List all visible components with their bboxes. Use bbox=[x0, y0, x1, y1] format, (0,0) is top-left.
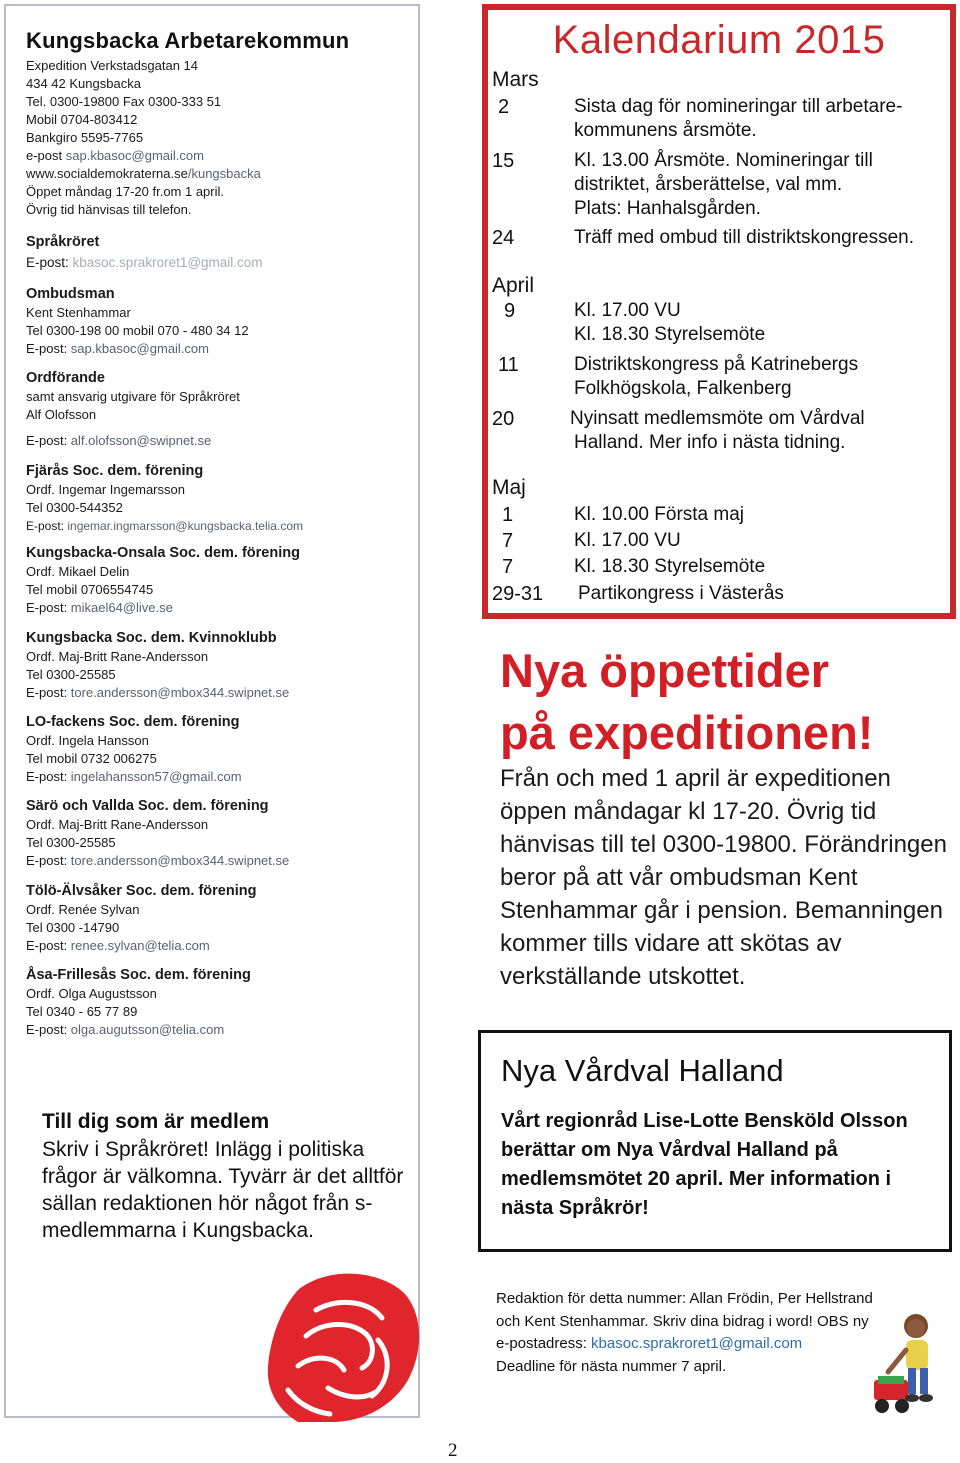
ordforande-email-link[interactable]: alf.olofsson@swipnet.se bbox=[70, 433, 212, 448]
org-email-link[interactable]: sap.kbasoc@gmail.com bbox=[65, 148, 204, 163]
club-fjaras bbox=[26, 462, 411, 535]
ombudsman-section bbox=[26, 285, 411, 358]
email-line bbox=[26, 852, 411, 870]
email-line bbox=[26, 937, 411, 955]
email-line bbox=[26, 768, 411, 786]
email-line bbox=[26, 1021, 411, 1039]
club-email-link[interactable]: tore.andersson@mbox344.swipnet.se bbox=[70, 685, 290, 700]
event-day: 7 bbox=[502, 556, 514, 578]
event-day: 24 bbox=[492, 227, 515, 249]
editorial-email-link[interactable]: kbasoc.sprakroret1@gmail.com bbox=[591, 1335, 803, 1352]
club-email-link[interactable]: renee.sylvan@telia.com bbox=[70, 938, 210, 953]
member-notice-title: Till dig som är medlem bbox=[42, 1110, 270, 1133]
hours-body: Från och med 1 april är expeditionen öppen måndagar kl 17-20. Övrig tid hänvisas till tel 0300-19800. Förändringen beror på att vår ombudsman Kent Stenhammar går i pension. Bemanningen kommer tills vidare att skötas av verkställande utskottet. bbox=[500, 765, 947, 990]
event-text-line: Halland. Mer info i nästa tidning. bbox=[574, 432, 846, 453]
event-day: 11 bbox=[498, 354, 519, 376]
event-text-line: Kl. 17.00 VU bbox=[574, 300, 681, 321]
email-line bbox=[26, 254, 411, 272]
calendar-title: Kalendarium 2015 bbox=[552, 18, 886, 62]
event-text: Kl. 17.00 VU bbox=[574, 530, 681, 551]
club-chair: Ordf. Renée Sylvan bbox=[26, 902, 140, 917]
ombudsman-name: Kent Stenhammar bbox=[26, 305, 131, 320]
rose-logo-icon bbox=[258, 1270, 424, 1422]
club-chair: Ordf. Ingemar Ingemarsson bbox=[26, 482, 185, 497]
club-email-link[interactable]: mikael64@live.se bbox=[70, 600, 173, 615]
event-text-line: Kl. 13.00 Årsmöte. Nomineringar till bbox=[574, 150, 873, 171]
web-link[interactable]: www.socialdemokraterna.se bbox=[26, 166, 188, 181]
club-phone: Tel mobil 0732 006275 bbox=[26, 751, 157, 766]
section-title: Ombudsman bbox=[26, 286, 115, 302]
org-other-ref: Övrig tid hänvisas till telefon. bbox=[26, 202, 192, 217]
email-label: E-post: bbox=[26, 255, 73, 270]
event-day: 2 bbox=[498, 96, 510, 118]
web-link-path[interactable]: /kungsbacka bbox=[187, 166, 261, 181]
ordforande-section bbox=[26, 369, 411, 450]
club-asa-frillesas bbox=[26, 966, 411, 1039]
ordforande-name: Alf Olofsson bbox=[26, 407, 97, 422]
ordforande-role: samt ansvarig utgivare för Språkröret bbox=[26, 389, 240, 404]
email-label: E-post: bbox=[26, 853, 71, 868]
club-phone: Tel 0300-544352 bbox=[26, 500, 123, 515]
page-number: 2 bbox=[448, 1440, 458, 1461]
event-day: 20 bbox=[492, 408, 515, 430]
event-text bbox=[570, 407, 944, 455]
email-line bbox=[26, 517, 411, 535]
member-notice-body: Skriv i Språkröret! Inlägg i politiska frågor är välkomna. Tyvärr är det alltför sällan redaktionen hör något från s-medlemmarna i Kungsbacka. bbox=[42, 1138, 404, 1242]
event-text-line: Folkhögskola, Falkenberg bbox=[574, 378, 792, 399]
email-label: E-post: bbox=[26, 769, 71, 784]
club-chair: Ordf. Mikael Delin bbox=[26, 564, 130, 579]
event-text: Träff med ombud till distriktskongressen. bbox=[574, 227, 915, 248]
club-title: Tölö-Älvsåker Soc. dem. förening bbox=[26, 883, 257, 899]
editorial-deadline: Deadline för nästa nummer 7 april. bbox=[496, 1357, 727, 1375]
org-phone-line: Tel. 0300-19800 Fax 0300-333 51 bbox=[26, 94, 222, 109]
ombudsman-phone: Tel 0300-198 00 mobil 070 - 480 34 12 bbox=[26, 323, 249, 338]
club-chair: Ordf. Maj-Britt Rane-Andersson bbox=[26, 817, 209, 832]
headline-line: på expeditionen! bbox=[500, 706, 874, 759]
club-email-link[interactable]: olga.augutsson@telia.com bbox=[70, 1022, 225, 1037]
email-label: E-post: bbox=[26, 433, 71, 448]
calendar-month: Mars bbox=[492, 68, 539, 91]
sprakroret-email-link[interactable]: kbasoc.sprakroret1@gmail.com bbox=[72, 255, 263, 270]
event-text bbox=[574, 299, 944, 347]
club-title: Åsa-Frillesås Soc. dem. förening bbox=[26, 967, 251, 983]
event-text-line: Plats: Hanhalsgården. bbox=[574, 198, 761, 219]
event-text-line: Nyinsatt medlemsmöte om Vårdval bbox=[570, 408, 865, 429]
club-chair: Ordf. Ingela Hansson bbox=[26, 733, 149, 748]
club-title: Fjärås Soc. dem. förening bbox=[26, 463, 204, 479]
club-title: Särö och Vallda Soc. dem. förening bbox=[26, 798, 269, 814]
event-text-line: Distriktskongress på Katrinebergs bbox=[574, 354, 859, 375]
club-email-link[interactable]: tore.andersson@mbox344.swipnet.se bbox=[70, 853, 290, 868]
event-text-line: Sista dag för nomineringar till arbetare- bbox=[574, 96, 903, 117]
club-title: Kungsbacka Soc. dem. Kvinnoklubb bbox=[26, 630, 277, 646]
event-text: Kl. 10.00 Första maj bbox=[574, 504, 745, 525]
event-text bbox=[574, 95, 944, 143]
email-line bbox=[26, 340, 411, 358]
email-label: e-post bbox=[26, 148, 66, 163]
club-chair: Ordf. Olga Augustsson bbox=[26, 986, 157, 1001]
club-phone: Tel 0300-25585 bbox=[26, 835, 116, 850]
club-kungsbacka-onsala bbox=[26, 544, 411, 617]
org-web-line bbox=[26, 165, 406, 183]
club-kvinnoklubb bbox=[26, 629, 411, 702]
section-title: Ordförande bbox=[26, 370, 105, 386]
calendar-box bbox=[482, 4, 956, 619]
club-chair: Ordf. Maj-Britt Rane-Andersson bbox=[26, 649, 209, 664]
email-label: E-post: bbox=[26, 519, 68, 533]
org-bankgiro-line: Bankgiro 5595-7765 bbox=[26, 130, 144, 145]
ombudsman-email-link[interactable]: sap.kbasoc@gmail.com bbox=[70, 341, 209, 356]
child-wagon-icon bbox=[872, 1310, 956, 1426]
event-day: 7 bbox=[502, 530, 514, 552]
club-saro-vallda bbox=[26, 797, 411, 870]
club-phone: Tel mobil 0706554745 bbox=[26, 582, 154, 597]
event-text bbox=[574, 353, 944, 401]
email-line bbox=[26, 599, 411, 617]
email-line bbox=[26, 684, 411, 702]
email-line bbox=[26, 432, 411, 450]
club-email-link[interactable]: ingemar.ingmarsson@kungsbacka.telia.com bbox=[67, 519, 303, 533]
calendar-month: Maj bbox=[492, 476, 526, 499]
email-label: E-post: bbox=[26, 1022, 71, 1037]
vardval-title: Nya Vårdval Halland bbox=[501, 1053, 784, 1088]
club-lo-fackens bbox=[26, 713, 411, 786]
event-day: 1 bbox=[502, 504, 514, 526]
vardval-box bbox=[478, 1030, 952, 1252]
calendar-month: April bbox=[492, 274, 535, 297]
editorial-note bbox=[496, 1288, 876, 1378]
club-title: LO-fackens Soc. dem. förening bbox=[26, 714, 240, 730]
event-day: 9 bbox=[504, 300, 516, 322]
editorial-text: Redaktion för detta nummer: Allan Frödin, Per Hellstrand och Kent Stenhammar. Skriv dina bidrag i word! OBS ny e-postadress: bbox=[496, 1290, 873, 1352]
email-label: E-post: bbox=[26, 685, 71, 700]
club-title: Kungsbacka-Onsala Soc. dem. förening bbox=[26, 545, 300, 561]
event-text: Partikongress i Västerås bbox=[578, 583, 784, 604]
club-email-link[interactable]: ingelahansson57@gmail.com bbox=[70, 769, 242, 784]
club-phone: Tel 0300-25585 bbox=[26, 667, 116, 682]
sprakroret-section bbox=[26, 233, 411, 272]
vardval-body: Vårt regionråd Lise-Lotte Bensköld Olsson berättar om Nya Vårdval Halland på medlemsmötet 20 april. Mer information i nästa Språkrör! bbox=[501, 1110, 908, 1219]
org-email-line bbox=[26, 147, 406, 165]
org-address-line: 434 42 Kungsbacka bbox=[26, 76, 141, 91]
club-phone: Tel 0300 -14790 bbox=[26, 920, 120, 935]
email-label: E-post: bbox=[26, 938, 71, 953]
org-open-hours: Öppet måndag 17-20 fr.om 1 april. bbox=[26, 184, 225, 199]
event-text-line: kommunens årsmöte. bbox=[574, 120, 757, 141]
headline-line: Nya öppettider bbox=[500, 644, 830, 697]
org-address-line: Expedition Verkstadsgatan 14 bbox=[26, 58, 199, 73]
event-text-line: distriktet, årsberättelse, val mm. bbox=[574, 174, 843, 195]
section-title: Språkröret bbox=[26, 234, 100, 250]
event-text: Kl. 18.30 Styrelsemöte bbox=[574, 556, 766, 577]
event-day: 15 bbox=[492, 150, 515, 172]
email-label: E-post: bbox=[26, 341, 71, 356]
club-tolo-alvsaker bbox=[26, 882, 411, 955]
club-phone: Tel 0340 - 65 77 89 bbox=[26, 1004, 138, 1019]
event-text bbox=[574, 149, 944, 221]
event-day: 29-31 bbox=[492, 583, 544, 605]
org-info bbox=[26, 28, 406, 219]
org-name: Kungsbacka Arbetarekommun bbox=[26, 28, 350, 53]
hours-headline bbox=[500, 640, 950, 764]
email-label: E-post: bbox=[26, 600, 71, 615]
org-mobile-line: Mobil 0704-803412 bbox=[26, 112, 138, 127]
event-text-line: Kl. 18.30 Styrelsemöte bbox=[574, 324, 766, 345]
